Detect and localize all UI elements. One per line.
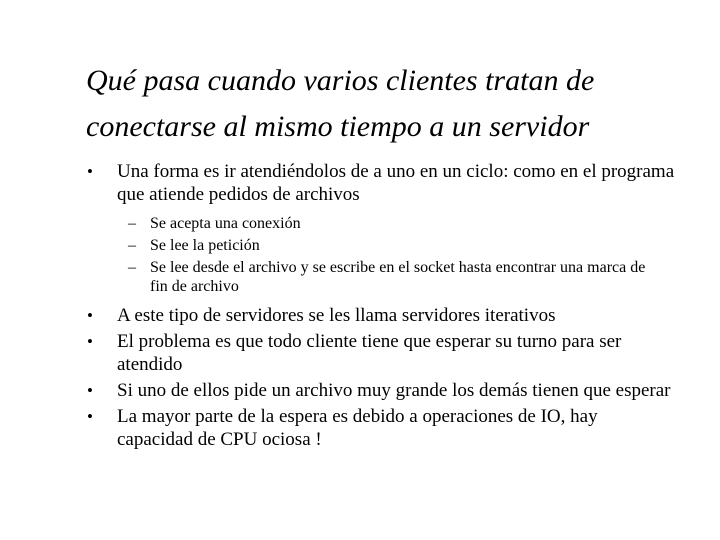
bullet-item-5 xyxy=(0,405,677,451)
bullet-icon: • xyxy=(87,407,93,426)
bullet-text: El problema es que todo cliente tiene que esperar su turno para ser atendido xyxy=(117,331,622,375)
bullet-item-1 xyxy=(0,160,677,206)
slide-body xyxy=(0,160,720,451)
bullet-item-4 xyxy=(0,379,677,402)
bullet-text: Una forma es ir atendiéndolos de a uno en un ciclo: como en el programa que atiende pedidos de archivos xyxy=(117,161,675,205)
title-line-2: conectarse al mismo tiempo a un servidor xyxy=(86,110,590,143)
sub-bullet-item-3 xyxy=(0,258,665,296)
sub-bullet-text: Se acepta una conexión xyxy=(150,215,301,232)
bullet-item-2 xyxy=(0,304,677,327)
bullet-icon: • xyxy=(87,306,93,325)
title-line-1: Qué pasa cuando varios clientes tratan de xyxy=(86,64,595,97)
slide-title xyxy=(86,58,716,150)
bullet-item-3 xyxy=(0,330,677,376)
bullet-icon: • xyxy=(87,381,93,400)
bullet-icon: • xyxy=(87,162,93,181)
dash-icon: – xyxy=(128,237,136,254)
dash-icon: – xyxy=(128,259,136,276)
bullet-text: La mayor parte de la espera es debido a operaciones de IO, hay capacidad de CPU ociosa ! xyxy=(117,406,598,450)
bullet-text: Si uno de ellos pide un archivo muy grande los demás tienen que esperar xyxy=(117,380,671,401)
sub-bullet-text: Se lee desde el archivo y se escribe en el socket hasta encontrar una marca de fin de archivo xyxy=(150,259,646,295)
sub-bullet-item-1 xyxy=(0,214,665,233)
sub-bullet-text: Se lee la petición xyxy=(150,237,260,254)
sub-bullet-item-2 xyxy=(0,236,665,255)
bullet-text: A este tipo de servidores se les llama servidores iterativos xyxy=(117,305,556,326)
bullet-icon: • xyxy=(87,332,93,351)
dash-icon: – xyxy=(128,215,136,232)
